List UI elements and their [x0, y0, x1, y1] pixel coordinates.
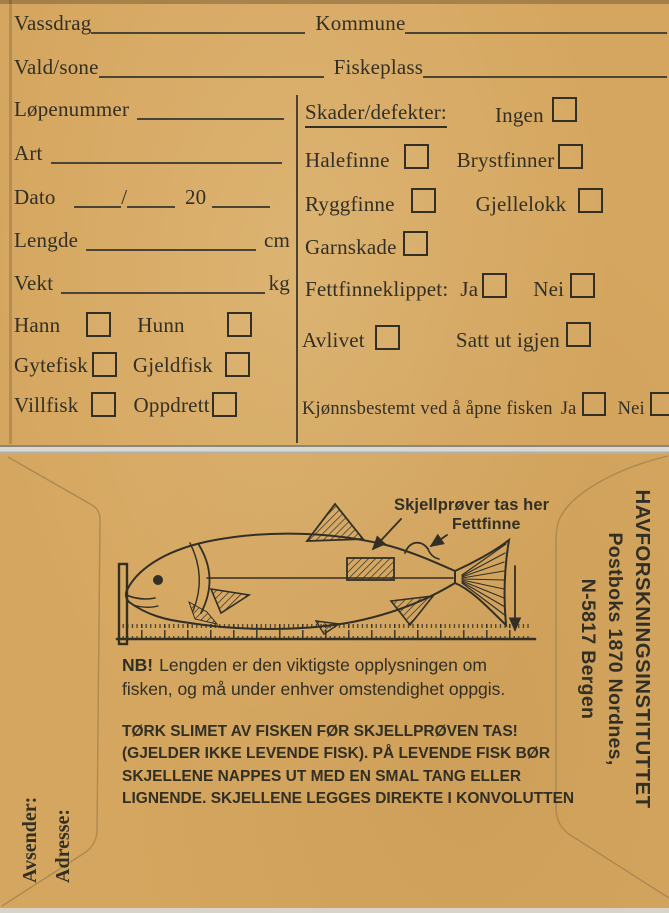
- checkbox-kjonnsbestemt-ja[interactable]: [582, 392, 606, 416]
- vekt-input-line[interactable]: [61, 286, 264, 294]
- recipient-address-vertical: [576, 484, 654, 814]
- pectoral-fin: [211, 589, 249, 613]
- vald-sone-input-line[interactable]: [99, 70, 324, 78]
- nb-text-1: Lengden er den viktigste opplysningen om: [159, 655, 487, 675]
- checkbox-brystfinner[interactable]: [558, 144, 583, 169]
- instruction-line-2: (GJELDER IKKE LEVENDE FISK). PÅ LEVENDE FISK BØR: [122, 745, 551, 763]
- dato-month-line[interactable]: [127, 200, 175, 208]
- form-row-kjonnsbestemt: [302, 392, 669, 420]
- checkbox-hann[interactable]: [86, 312, 111, 337]
- avlivet-label: Avlivet: [302, 328, 365, 352]
- dorsal-fin: [307, 504, 363, 541]
- satt-ut-igjen-label: Satt ut igjen: [455, 328, 560, 352]
- form-row-fettfinneklippet: [305, 273, 665, 302]
- halefinne-label: Halefinne: [305, 148, 390, 172]
- checkbox-kjonnsbestemt-nei[interactable]: [650, 392, 669, 416]
- checkbox-oppdrett[interactable]: [212, 392, 237, 417]
- form-row-gytefisk-gjeldfisk: [14, 352, 290, 378]
- kommune-label: Kommune: [315, 11, 406, 35]
- checkbox-ryggfinne[interactable]: [411, 188, 436, 213]
- form-row-dato: [14, 185, 270, 210]
- column-divider: [296, 95, 298, 443]
- instruction-line-4: LIGNENDE. SKJELLENE LEGGES DIREKTE I KONVOLUTTEN: [122, 789, 575, 807]
- dato-label: Dato: [14, 185, 56, 209]
- dato-separator: /: [121, 185, 128, 209]
- lengde-label: Lengde: [14, 228, 79, 252]
- form-row-lengde: [14, 228, 290, 253]
- checkbox-ingen[interactable]: [552, 97, 577, 122]
- handling-instructions: [122, 721, 574, 810]
- checkbox-garnskade[interactable]: [403, 231, 428, 256]
- form-row-villfisk-oppdrett: [14, 392, 290, 418]
- kommune-input-line[interactable]: [405, 26, 667, 34]
- form-row-garnskade: [305, 231, 665, 260]
- gill-inner-arc: [190, 543, 199, 611]
- kjonnsbestemt-ja-label: Ja: [560, 399, 577, 419]
- institute-city: N-5817 Bergen: [577, 578, 599, 720]
- scale-sample-area: [347, 558, 394, 580]
- lopenummer-input-line[interactable]: [137, 112, 284, 120]
- hann-label: Hann: [14, 313, 61, 337]
- garnskade-label: Garnskade: [305, 235, 397, 259]
- fish-mouth: [126, 595, 155, 599]
- avsender-label: Avsender:: [19, 796, 41, 883]
- dato-year-line[interactable]: [212, 200, 270, 208]
- checkbox-hunn[interactable]: [227, 312, 252, 337]
- fettfinneklippet-label: Fettfinneklippet:: [305, 277, 449, 301]
- sender-block-vertical: [19, 731, 75, 883]
- kjonnsbestemt-label: Kjønnsbestemt ved å åpne fisken: [302, 399, 553, 419]
- gytefisk-label: Gytefisk: [14, 353, 88, 377]
- form-row-skader-heading: [305, 97, 665, 128]
- kjonnsbestemt-nei-label: Nei: [617, 399, 645, 419]
- ryggfinne-label: Ryggfinne: [305, 192, 395, 216]
- form-row-hann-hunn: [14, 312, 290, 338]
- skader-defekter-heading: Skader/defekter:: [305, 100, 447, 128]
- form-row-art: [14, 141, 290, 166]
- fettfinneklippet-nei-label: Nei: [533, 277, 565, 301]
- nb-prefix: NB!: [122, 655, 154, 675]
- vekt-label: Vekt: [14, 271, 54, 295]
- fettfinne-label: Fettfinne: [452, 516, 521, 533]
- instruction-line-3: SKJELLENE NAPPES UT MED EN SMAL TANG ELLER: [122, 767, 522, 785]
- nb-note: [122, 654, 526, 702]
- checkbox-halefinne[interactable]: [404, 144, 429, 169]
- art-input-line[interactable]: [51, 156, 282, 164]
- lengde-input-line[interactable]: [86, 243, 256, 251]
- instruction-line-1: TØRK SLIMET AV FISKEN FØR SKJELLPRØVEN TAS!: [122, 723, 518, 740]
- oppdrett-label: Oppdrett: [133, 393, 210, 417]
- fish-eye: [153, 575, 163, 585]
- dato-day-line[interactable]: [74, 200, 122, 208]
- gill-outer-arc: [199, 545, 210, 613]
- checkbox-fettfinneklippet-nei[interactable]: [570, 273, 595, 298]
- checkbox-villfisk[interactable]: [91, 392, 116, 417]
- scan-left-edge: [9, 0, 12, 444]
- fiskeplass-input-line[interactable]: [423, 70, 667, 78]
- tail-fin-rays: [462, 544, 506, 616]
- checkbox-avlivet[interactable]: [375, 325, 400, 350]
- checkbox-fettfinneklippet-ja[interactable]: [482, 273, 507, 298]
- form-row-vassdrag-kommune: [14, 11, 667, 36]
- form-row-valdsone-fiskeplass: [14, 55, 667, 80]
- fettfinne-arrow: [431, 535, 447, 546]
- form-row-halefinne-brystfinner: [305, 144, 665, 173]
- vassdrag-input-line[interactable]: [91, 26, 305, 34]
- fish-back-outline: [127, 534, 455, 590]
- hunn-label: Hunn: [137, 313, 185, 337]
- checkbox-gjellelokk[interactable]: [578, 188, 603, 213]
- checkbox-gytefisk[interactable]: [92, 352, 117, 377]
- adipose-notch: [428, 549, 439, 559]
- scan-top-edge: [0, 0, 669, 4]
- form-row-vekt: [14, 271, 290, 296]
- ingen-label: Ingen: [494, 103, 544, 127]
- lengde-unit: cm: [263, 228, 290, 252]
- gjellelokk-label: Gjellelokk: [475, 192, 567, 216]
- scan-bottom-edge: [0, 908, 669, 913]
- fiskeplass-label: Fiskeplass: [333, 55, 424, 79]
- lopenummer-label: Løpenummer: [14, 97, 130, 121]
- gjeldfisk-label: Gjeldfisk: [132, 353, 213, 377]
- vald-sone-label: Vald/sone: [14, 55, 99, 79]
- nb-note-line1: [122, 654, 526, 678]
- fettfinneklippet-ja-label: Ja: [460, 277, 479, 301]
- vekt-unit: kg: [268, 271, 290, 295]
- dato-century: 20: [184, 185, 207, 209]
- vassdrag-label: Vassdrag: [14, 11, 92, 35]
- form-row-lopenummer: [14, 97, 290, 122]
- skjellprover-label: Skjellprøver tas her: [394, 496, 550, 514]
- institute-postbox: Postboks 1870 Nordnes,: [604, 532, 626, 766]
- checkbox-satt-ut-igjen[interactable]: [566, 322, 591, 347]
- form-row-avlivet-sattut: [302, 322, 665, 353]
- adresse-label: Adresse:: [52, 808, 74, 883]
- nb-text-2: fisken, og må under enhver omstendighet oppgis.: [122, 678, 506, 699]
- art-label: Art: [14, 141, 43, 165]
- checkbox-gjeldfisk[interactable]: [225, 352, 250, 377]
- brystfinner-label: Brystfinner: [456, 148, 555, 172]
- villfisk-label: Villfisk: [14, 393, 79, 417]
- gill-hatch: [189, 602, 217, 624]
- form-row-ryggfinne-gjellelokk: [305, 188, 665, 217]
- institute-name: HAVFORSKNINGSINSTITUTTET: [631, 489, 654, 809]
